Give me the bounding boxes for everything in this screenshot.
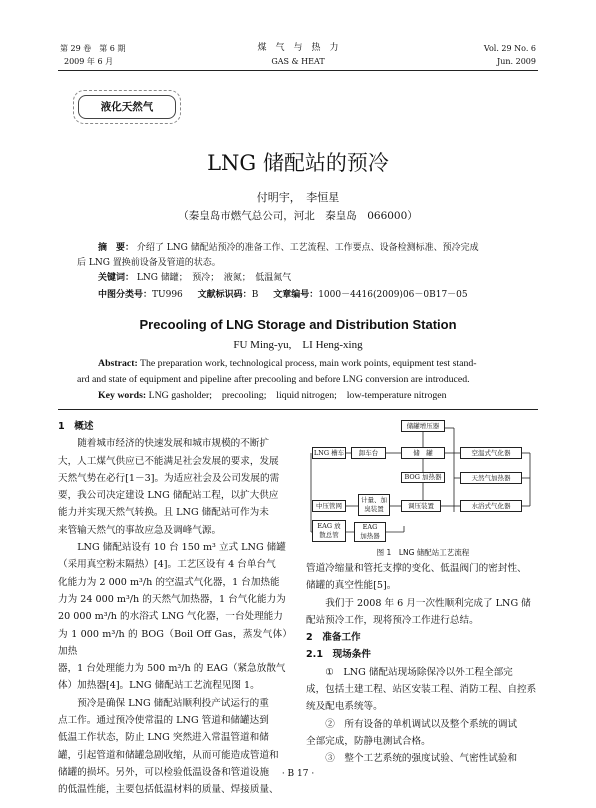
right-column bbox=[306, 560, 540, 768]
para-1-line: 要，我公司决定建设 LNG 储配站工程，以扩大供应 bbox=[58, 490, 279, 502]
abstract-cn bbox=[98, 241, 538, 255]
keywords-en bbox=[98, 389, 538, 403]
ng-heater-box: 天然气加热器 bbox=[460, 472, 522, 484]
lng-tanker-box: LNG 槽车 bbox=[312, 447, 346, 459]
right-line: ② 所有设备的单机调试以及整个系统的调试 bbox=[325, 718, 518, 730]
right-line: ① LNG 储配站现场除保冷以外工程全部完 bbox=[325, 666, 513, 678]
abstract-en bbox=[98, 357, 538, 371]
metering-odorizing-box: 计量、加 臭装置 bbox=[358, 494, 390, 516]
classification bbox=[98, 288, 538, 302]
para-2-line: （采用真空粉末隔热）[4]。工艺区设有 4 台单台气 bbox=[58, 559, 276, 571]
para-2-line: 20 000 m³/h 的水浴式 LNG 气化器，一台处理能力 bbox=[58, 611, 283, 623]
affiliation-cn: （秦皇岛市燃气总公司，河北 秦皇岛 066000） bbox=[178, 210, 418, 222]
para-3-line: 储罐的损坏。另外，可以检验低温设备和管道设施 bbox=[58, 766, 270, 778]
para-1-line: 来管输天然气的事故应急及调峰气源。 bbox=[58, 524, 222, 536]
para-2-line: 为 1 000 m³/h 的 BOG（Boil Off Gas，蒸发气体）加热 bbox=[58, 628, 292, 657]
header-rule bbox=[58, 70, 538, 71]
date-en: Jun. 2009 bbox=[497, 57, 536, 66]
keywords-en-label: Key words: bbox=[98, 390, 147, 401]
para-1-line: 随着城市经济的快速发展和城市规模的不断扩 bbox=[77, 438, 270, 450]
abstract-en-line2: ard and state of equipment and pipeline after precooling and before LNG conversion are introduced. bbox=[77, 374, 470, 385]
journal-en: GAS & HEAT bbox=[271, 57, 325, 66]
para-2-line: 力为 24 000 m³/h 的天然气加热器，1 台气化能力为 bbox=[58, 593, 286, 605]
volume-en: Vol. 29 No. 6 bbox=[483, 44, 536, 53]
right-line: 成，包括土建工程、站区安装工程、消防工程、自控系 bbox=[306, 684, 537, 696]
para-2-line: 器，1 台处理能力为 500 m³/h 的 EAG（紧急放散气 bbox=[58, 663, 286, 675]
journal-cn: 煤 气 与 热 力 bbox=[257, 43, 339, 53]
section-1-heading: 1 概述 bbox=[58, 421, 94, 432]
clc-label: 中图分类号： bbox=[98, 290, 153, 300]
para-1-line: 大，人工煤气供应已不能满足社会发展的要求，发展 bbox=[58, 455, 279, 467]
unloading-station-box: 卸车台 bbox=[351, 447, 386, 459]
article-no-value: 1000－4416(2009)06－0B17－05 bbox=[318, 290, 468, 300]
para-3-line: 的低温性能，主要包括低温材料的质量、焊接质量、 bbox=[58, 784, 279, 796]
tank-box: 储 罐 bbox=[401, 447, 445, 459]
para-3-line: 点工作。通过预冷使常温的 LNG 管道和储罐达到 bbox=[58, 715, 269, 727]
right-line: 管道冷缩量和管托支撑的变化、低温阀门的密封性、 bbox=[306, 563, 527, 574]
right-line: ③ 整个工艺系统的强度试验、气密性试验和 bbox=[325, 753, 518, 765]
pressurizer-box: 储罐增压器 bbox=[401, 420, 445, 432]
water-bath-vaporizer-box: 水浴式气化器 bbox=[460, 500, 522, 512]
volume-cn: 第 29 卷 第 6 期 bbox=[60, 44, 126, 53]
keywords-cn-label: 关键词： bbox=[98, 273, 135, 283]
clc-value: TU996 bbox=[152, 290, 183, 300]
right-line: 配站预冷工作，现将预冷工作进行总结。 bbox=[306, 614, 479, 626]
right-line: 统及配电系统等。 bbox=[306, 701, 383, 713]
para-3-line: 罐，引起管道和储罐急剧收缩，从而可能造成管道和 bbox=[58, 749, 279, 761]
abstract-cn-line2: 后 LNG 置换前设备及管道的状态。 bbox=[77, 258, 221, 268]
para-1-line: 能力并实现天然气转换。且 LNG 储配站可作为未 bbox=[58, 507, 269, 519]
para-1-line: 天然气势在必行[1－3]。为适应社会及公司发展的需 bbox=[58, 472, 280, 484]
doc-code-value: B bbox=[251, 290, 259, 300]
para-3-line: 低温工作状态，防止 LNG 突然进入常温管道和储 bbox=[58, 732, 269, 744]
air-vaporizer-box: 空温式气化器 bbox=[460, 447, 522, 459]
para-3-line: 预冷是确保 LNG 储配站顺利投产试运行的重 bbox=[77, 697, 269, 709]
eag-heater-box: EAG 加热器 bbox=[354, 522, 386, 542]
doc-code-label: 文献标识码： bbox=[197, 290, 252, 300]
title-en: Precooling of LNG Storage and Distribution Station bbox=[139, 317, 457, 332]
right-line: 全部完成，防静电测试合格。 bbox=[306, 735, 431, 747]
keywords-cn bbox=[98, 271, 538, 285]
authors-cn: 付明宇， 李恒星 bbox=[256, 191, 340, 204]
abstract-rule bbox=[58, 409, 538, 410]
eag-vent-header-box: EAG 放 散总管 bbox=[312, 520, 346, 542]
page-number: · B 17 · bbox=[281, 769, 315, 779]
para-2-line: LNG 储配站设有 10 台 150 m³ 立式 LNG 储罐 bbox=[77, 542, 286, 554]
article-no-label: 文章编号： bbox=[273, 290, 319, 300]
para-2-line: 化能力为 2 000 m³/h 的空温式气化器，1 台加热能 bbox=[58, 576, 280, 588]
column-tag: 液化天然气 bbox=[78, 95, 176, 119]
authors-en: FU Ming-yu, LI Heng-xing bbox=[233, 339, 363, 351]
right-line: 我们于 2008 年 6 月一次性顺利完成了 LNG 储 bbox=[325, 597, 531, 609]
abstract-en-line1: The preparation work, technological process, main work points, equipment test stand- bbox=[140, 358, 477, 369]
section-2-heading: 2 准备工作 bbox=[306, 632, 361, 644]
bog-heater-box: BOG 加热器 bbox=[401, 472, 445, 483]
figure-1 bbox=[306, 418, 540, 552]
figure-1-caption: 图 1 LNG 储配站工艺流程 bbox=[376, 548, 470, 557]
mp-network-box: 中压管网 bbox=[312, 500, 346, 512]
section-2-1-heading: 2.1 现场条件 bbox=[306, 649, 371, 661]
keywords-cn-value: LNG 储罐； 预冷； 液氮； 低温氮气 bbox=[136, 273, 292, 283]
abstract-cn-line1: 介绍了 LNG 储配站预冷的准备工作、工艺流程、工作要点、设备检测标准、预冷完成 bbox=[136, 243, 479, 253]
abstract-cn-label: 摘 要： bbox=[98, 243, 135, 253]
keywords-en-value: LNG gasholder; precooling; liquid nitrogen; low-temperature nitrogen bbox=[148, 390, 447, 401]
pressure-regulator-box: 调压装置 bbox=[401, 500, 441, 512]
para-2-line: 体）加热器[4]。LNG 储配站工艺流程见图 1。 bbox=[58, 680, 260, 692]
left-column bbox=[58, 418, 292, 799]
right-line: 储罐的真空性能[5]。 bbox=[306, 580, 397, 592]
title-cn: LNG 储配站的预冷 bbox=[207, 151, 389, 175]
abstract-en-label: Abstract: bbox=[98, 358, 138, 369]
date-cn: 2009 年 6 月 bbox=[64, 57, 114, 66]
